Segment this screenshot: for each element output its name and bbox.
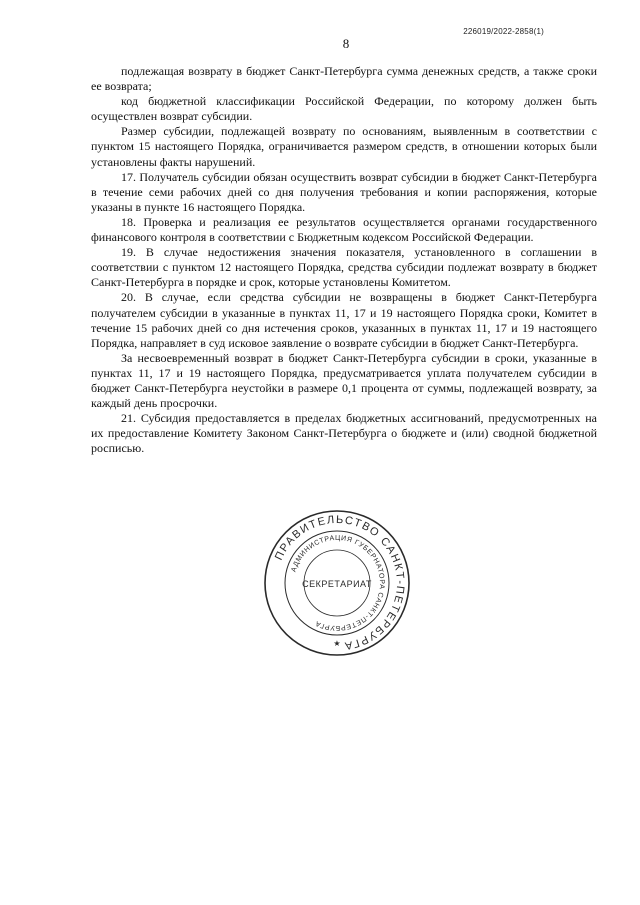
page-number: 8: [342, 36, 350, 51]
paragraph: Размер субсидии, подлежащей возврату по основаниям, выявленным в соответствии с пунктом 15 настоящего Порядка, ограничивается размером средств, в отношении которых были установлены факты нарушений.: [91, 124, 597, 169]
document-id: 226019/2022-2858(1): [463, 27, 544, 36]
paragraph: код бюджетной классификации Российской Федерации, по которому должен быть осуществлен возврат субсидии.: [91, 94, 597, 124]
seal-outer-text: ПРАВИТЕЛЬСТВО САНКТ-ПЕТЕРБУРГА: [272, 513, 407, 652]
paragraph: подлежащая возврату в бюджет Санкт-Петербурга сумма денежных средств, а также сроки ее возврата;: [91, 64, 597, 94]
paragraph: 17. Получатель субсидии обязан осуществить возврат субсидии в бюджет Санкт-Петербурга в течение семи рабочих дней со дня получения требования и копии распоряжения, которые указаны в пункте 16 настоящего Порядка.: [91, 169, 597, 214]
document-body: [91, 64, 597, 456]
paragraph: 19. В случае недостижения значения показателя, установленного в соглашении в соответствии с пунктом 12 настоящего Порядка, средства субсидии подлежат возврату в бюджет Санкт-Петербурга в порядке и срок, которые установлены Комитетом.: [91, 245, 597, 290]
paragraph: 21. Субсидия предоставляется в пределах бюджетных ассигнований, предусмотренных на их предоставление Комитету Законом Санкт-Петербурга о бюджете и (или) сводной бюджетной росписью.: [91, 411, 597, 456]
seal-inner-text: АДМИНИСТРАЦИЯ ГУБЕРНАТОРА САНКТ-ПЕТЕРБУРГА: [290, 534, 386, 632]
seal-center-text: СЕКРЕТАРИАТ: [302, 579, 372, 589]
paragraph: 20. В случае, если средства субсидии не возвращены в бюджет Санкт-Петербурга получателем субсидии в указанные в пунктах 11, 17 и 19 настоящего Порядка сроки, Комитет в течение 15 рабочих дней со дня истечения сроков, указанных в пунктах 11, 17 и 19 настоящего Порядка, направляет в суд исковое заявление о возврате субсидии в бюджет Санкт-Петербурга.: [91, 290, 597, 350]
seal-star-icon: ★: [333, 639, 341, 648]
official-seal: [262, 508, 412, 658]
paragraph: 18. Проверка и реализация ее результатов осуществляется органами государственного финансового контроля в соответствии с Бюджетным кодексом Российской Федерации.: [91, 214, 597, 245]
paragraph: За несвоевременный возврат в бюджет Санкт-Петербурга субсидии в сроки, указанные в пунктах 11, 17 и 19 настоящего Порядка, предусматривается уплата получателем субсидии в бюджет Санкт-Петербурга неустойки в размере 0,1 процента от суммы, подлежащей возврату, за каждый день просрочки.: [91, 350, 597, 411]
